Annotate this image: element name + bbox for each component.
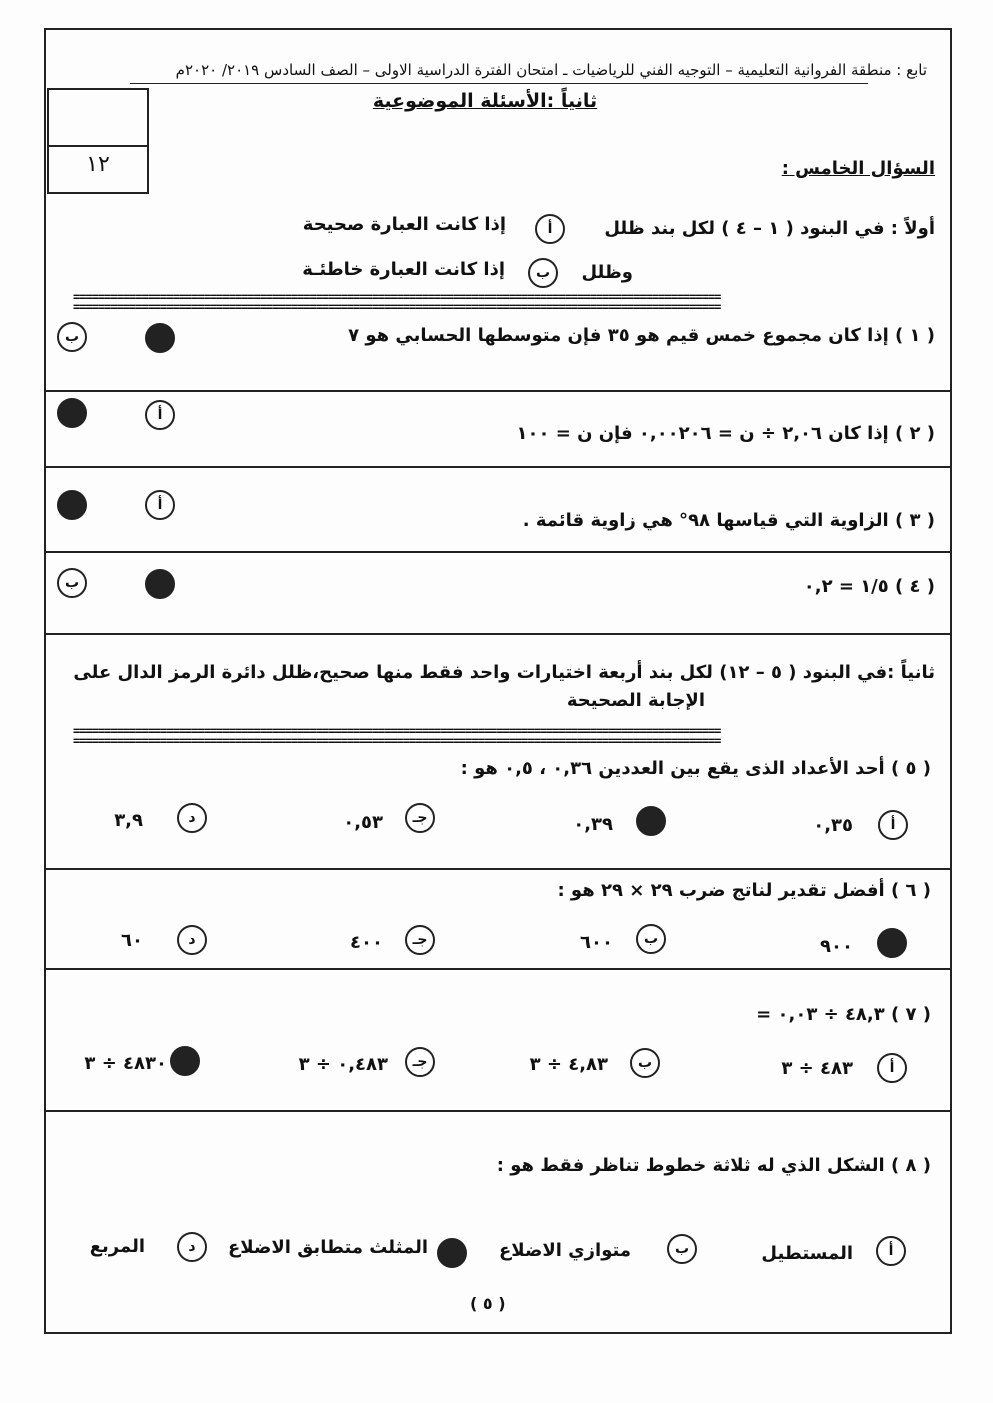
mc-item-5-option-b: ٠,٣٩ [573, 814, 613, 835]
tf-item-1-text: ( ١ ) إذا كان مجموع خمس قيم هو ٣٥ فإن متوسطها الحسابي هو ٧ [348, 325, 935, 346]
score-value: ١٢ [86, 152, 110, 177]
mc-item-8-option-d-bubble[interactable]: د [177, 1232, 207, 1262]
separator-line: ======================================================================================================== [73, 736, 721, 746]
part1-instruction-line1: أولاً : في البنود ( ١ – ٤ ) لكل بند ظلل [604, 218, 935, 239]
tf-item-2-text: ( ٢ ) إذا كان ٢,٠٦ ÷ ن = ٠,٠٠٢٠٦ فإن ن = ١٠٠ [516, 423, 935, 444]
score-box [47, 88, 149, 194]
separator-line: ======================================================================================================== [73, 302, 721, 312]
score-box-divider [49, 145, 147, 147]
part1-instruction-line2-end: إذا كانت العبارة خاطئـة [302, 259, 505, 280]
row-divider [46, 551, 950, 553]
tf-item-3-text: ( ٣ ) الزاوية التي قياسها ٩٨° هي زاوية قائمة . [522, 510, 935, 531]
mc-item-5-option-b-bubble[interactable] [636, 806, 666, 836]
mc-item-8-option-a: المستطيل [761, 1243, 853, 1264]
part2-instruction-line2: الإجابة الصحيحة [566, 690, 705, 711]
tf-item-4-text: ( ٤ ) ١/٥ = ٠,٢ [803, 576, 935, 597]
mc-item-7-option-d-bubble[interactable] [170, 1046, 200, 1076]
legend-false-bubble: ب [528, 258, 558, 288]
mc-item-8-option-b: متوازي الاضلاع [498, 1240, 631, 1261]
tf-item-3-option-a[interactable]: أ [145, 490, 175, 520]
legend-true-bubble: أ [535, 214, 565, 244]
mc-item-6-text: ( ٦ ) أفضل تقدير لناتج ضرب ٢٩ × ٢٩ هو : [557, 880, 931, 901]
row-divider [46, 390, 950, 392]
mc-item-6-option-d: ٦٠ [121, 930, 143, 951]
tf-item-2-option-b[interactable] [57, 398, 87, 428]
tf-item-4-option-b[interactable]: ب [57, 568, 87, 598]
mc-item-5-option-d-bubble[interactable]: د [177, 803, 207, 833]
mc-item-7-option-c-bubble[interactable]: جـ [405, 1047, 435, 1077]
row-divider [46, 633, 950, 635]
header-line: تابع : منطقة الفروانية التعليمية – التوجيه الفني للرياضيات ـ امتحان الفترة الدراسية الاولى – الصف السادس ٢٠١٩/ ٢٠٢٠م [175, 61, 927, 79]
mc-item-7-option-c: ٠,٤٨٣ ÷ ٣ [298, 1054, 388, 1075]
tf-item-1-option-b[interactable]: ب [57, 322, 87, 352]
tf-item-2-option-a[interactable]: أ [145, 400, 175, 430]
row-divider [46, 1110, 950, 1112]
mc-item-8-text: ( ٨ ) الشكل الذي له ثلاثة خطوط تناظر فقط هو : [496, 1155, 931, 1176]
tf-item-1-option-a[interactable] [145, 323, 175, 353]
mc-item-6-option-c: ٤٠٠ [350, 932, 383, 953]
mc-item-5-text: ( ٥ ) أحد الأعداد الذى يقع بين العددين ٠,٣٦ ، ٠,٥ هو : [460, 758, 931, 779]
part1-instruction-line2: وظلل [581, 262, 633, 283]
mc-item-6-option-c-bubble[interactable]: جـ [405, 925, 435, 955]
separator-line: ======================================================================================================== [73, 726, 721, 736]
tf-item-3-option-b[interactable] [57, 490, 87, 520]
mc-item-7-option-a: ٤٨٣ ÷ ٣ [781, 1058, 853, 1079]
mc-item-6-option-b-bubble[interactable]: ب [636, 924, 666, 954]
mc-item-8-option-c: المثلث متطابق الاضلاع [228, 1237, 428, 1258]
mc-item-5-option-a-bubble[interactable]: أ [878, 810, 908, 840]
header-underline [130, 83, 868, 84]
mc-item-8-option-c-bubble[interactable] [437, 1238, 467, 1268]
separator-line: ======================================================================================================== [73, 292, 721, 302]
mc-item-7-option-b-bubble[interactable]: ب [630, 1048, 660, 1078]
row-divider [46, 968, 950, 970]
section-title: ثانياً :الأسئلة الموضوعية [372, 90, 598, 112]
mc-item-8-option-b-bubble[interactable]: ب [667, 1234, 697, 1264]
mc-item-6-option-b: ٦٠٠ [580, 932, 613, 953]
mc-item-5-option-c: ٠,٥٣ [343, 812, 383, 833]
row-divider [46, 868, 950, 870]
mc-item-7-option-d: ٤٨٣٠ ÷ ٣ [84, 1053, 167, 1074]
mc-item-6-option-a-bubble[interactable] [877, 928, 907, 958]
mc-item-6-option-a: ٩٠٠ [820, 936, 853, 957]
row-divider [46, 466, 950, 468]
mc-item-8-option-d: المربع [89, 1236, 145, 1257]
mc-item-5-option-a: ٠,٣٥ [813, 815, 853, 836]
mc-item-6-option-d-bubble[interactable]: د [177, 925, 207, 955]
question-label: السؤال الخامس : [781, 158, 935, 179]
page-number: ( ٥ ) [470, 1294, 506, 1313]
mc-item-5-option-d: ٣,٩ [114, 810, 143, 831]
part2-instruction-line1: ثانياً :في البنود ( ٥ – ١٢) لكل بند أربعة اختيارات واحد فقط منها صحيح،ظلل دائرة الرمز الدال على [73, 662, 935, 683]
part1-instruction-line1-end: إذا كانت العبارة صحيحة [302, 214, 506, 235]
mc-item-7-option-a-bubble[interactable]: أ [877, 1053, 907, 1083]
mc-item-5-option-c-bubble[interactable]: جـ [405, 803, 435, 833]
mc-item-7-text: ( ٧ ) ٤٨,٣ ÷ ٠,٠٣ = [756, 1004, 931, 1025]
mc-item-8-option-a-bubble[interactable]: أ [876, 1236, 906, 1266]
tf-item-4-option-a[interactable] [145, 569, 175, 599]
mc-item-7-option-b: ٤,٨٣ ÷ ٣ [529, 1054, 608, 1075]
